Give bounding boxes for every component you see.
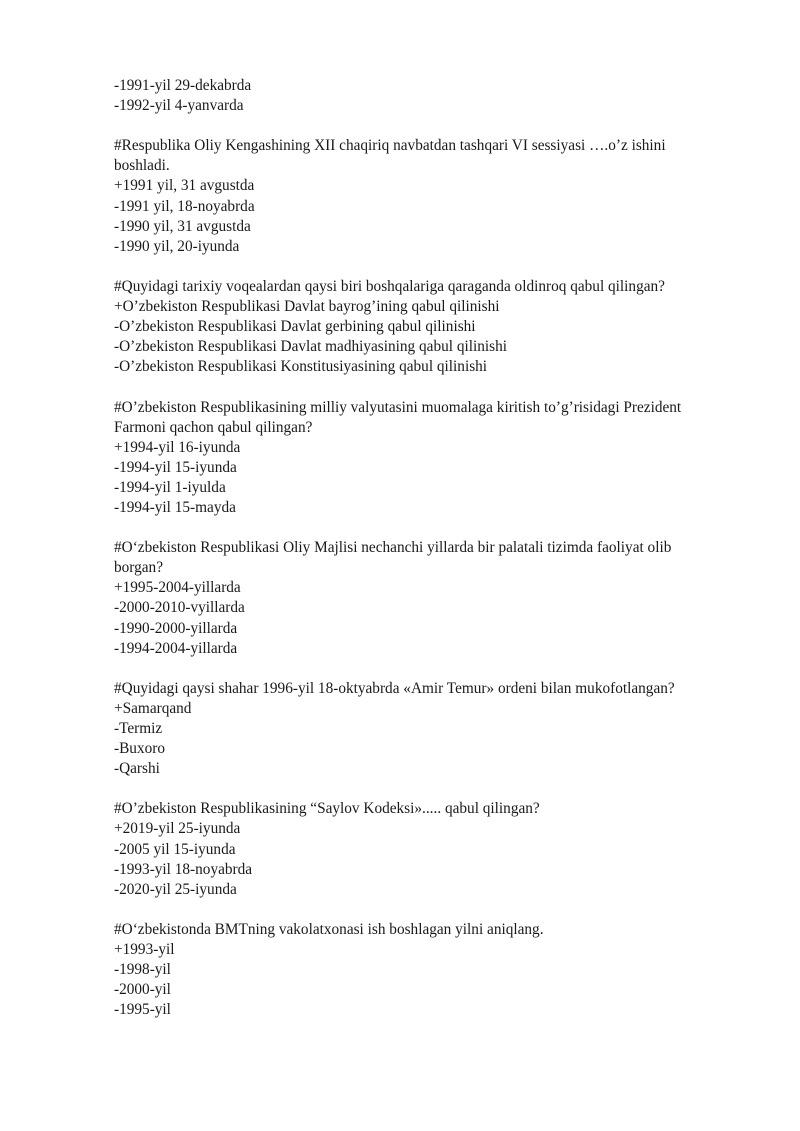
question-text: #O’zbekiston Respublikasining “Saylov Kodeksi»..... qabul qilingan? [114,800,540,818]
answer-option: +1994-yil 16-iyunda [114,438,241,456]
answer-option: -1990 yil, 20-iyunda [114,237,240,255]
answer-option: -1998-yil [114,961,171,979]
question-block [114,136,714,257]
answer-option: -1990 yil, 31 avgustda [114,217,251,235]
answer-option: +Samarqand [114,699,192,717]
answer-option: -2000-2010-vyillarda [114,599,245,617]
question-text: #Respublika Oliy Kengashining XII chaqiriq navbatdan tashqari VI sessiyasi ….o’z ishini boshladi. [114,137,670,175]
answer-option: -2000-yil [114,981,171,999]
answer-option: -O’zbekiston Respublikasi Davlat gerbining qabul qilinishi [114,318,476,336]
question-text: #Quyidagi qaysi shahar 1996-yil 18-oktyabrda «Amir Temur» ordeni bilan mukofotlangan? [114,679,675,697]
answer-option: -O’zbekiston Respublikasi Konstitusiyasining qabul qilinishi [114,358,488,376]
document-page [114,76,714,1041]
answer-option: -1994-2004-yillarda [114,639,238,657]
question-text: #O‘zbekistonda BMTning vakolatxonasi ish boshlagan yilni aniqlang. [114,920,544,938]
answer-option: -1994-yil 15-iyunda [114,458,237,476]
answer-option: +O’zbekiston Respublikasi Davlat bayrog’ining qabul qilinishi [114,298,500,316]
answer-option: -O’zbekiston Respublikasi Davlat madhiyasining qabul qilinishi [114,338,507,356]
question-block [114,277,714,377]
leading-options [114,76,714,116]
answer-option: -Termiz [114,720,163,737]
question-text: #Quyidagi tarixiy voqealardan qaysi biri boshqalariga qaraganda oldinroq qabul qilingan? [114,277,665,295]
answer-option: -Buxoro [114,740,165,758]
answer-option: -1995-yil [114,1001,171,1019]
question-text: #O‘zbekiston Respublikasi Oliy Majlisi nechanchi yillarda bir palatali tizimda faoliyat olib borgan? [114,539,676,577]
answer-option: -1990-2000-yillarda [114,619,238,637]
answer-option: -1992-yil 4-yanvarda [114,97,244,115]
answer-option: +1993-yil [114,941,175,959]
answer-option: +2019-yil 25-iyunda [114,820,241,838]
question-block [114,920,714,1020]
answer-option: -2005 yil 15-iyunda [114,840,236,858]
answer-option: -2020-yil 25-iyunda [114,880,237,898]
answer-option: -1991-yil 29-dekabrda [114,77,252,94]
question-text: #O’zbekiston Respublikasining milliy valyutasini muomalaga kiritish to’g’risidagi Prezident Farmoni qachon qabul qilingan? [114,398,686,436]
question-block [114,679,714,779]
answer-option: +1995-2004-yillarda [114,579,241,597]
answer-option: -Qarshi [114,760,160,778]
question-block [114,538,714,659]
answer-option: -1994-yil 1-iyulda [114,478,226,496]
answer-option: -1993-yil 18-noyabrda [114,860,253,878]
answer-option: +1991 yil, 31 avgustda [114,177,255,195]
answer-option: -1994-yil 15-mayda [114,498,236,516]
question-block [114,398,714,519]
answer-option: -1991 yil, 18-noyabrda [114,197,255,215]
question-block [114,799,714,899]
